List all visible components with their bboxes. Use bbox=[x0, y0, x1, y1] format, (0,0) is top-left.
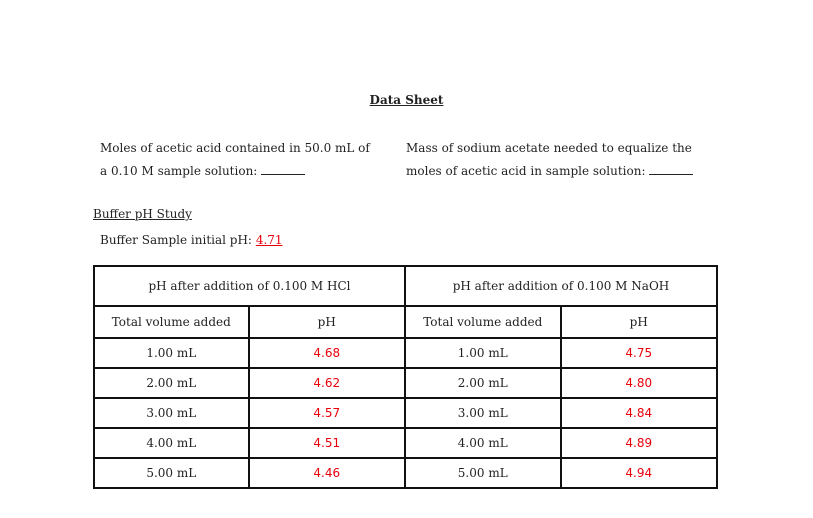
hcl-volume-cell: 4.00 mL bbox=[94, 428, 249, 458]
question-right-line1: Mass of sodium acetate needed to equalize the bbox=[406, 141, 692, 155]
initial-ph-line bbox=[100, 233, 283, 247]
question-moles-acetic-acid bbox=[100, 137, 370, 183]
question-right-line2: moles of acetic acid in sample solution: bbox=[406, 164, 646, 178]
hcl-ph-cell: 4.46 bbox=[249, 458, 405, 488]
naoh-ph-cell: 4.84 bbox=[561, 398, 717, 428]
table-group-header-row bbox=[94, 266, 717, 306]
naoh-ph-cell: 4.89 bbox=[561, 428, 717, 458]
naoh-volume-cell: 4.00 mL bbox=[405, 428, 561, 458]
question-right-line2-wrap bbox=[406, 160, 693, 183]
question-mass-sodium-acetate bbox=[406, 137, 693, 183]
table-row bbox=[94, 428, 717, 458]
hcl-volume-cell: 2.00 mL bbox=[94, 368, 249, 398]
naoh-ph-cell: 4.94 bbox=[561, 458, 717, 488]
hcl-ph-cell: 4.51 bbox=[249, 428, 405, 458]
naoh-volume-cell: 3.00 mL bbox=[405, 398, 561, 428]
hcl-ph-cell: 4.62 bbox=[249, 368, 405, 398]
hcl-ph-cell: 4.68 bbox=[249, 338, 405, 368]
table-row bbox=[94, 458, 717, 488]
hcl-group-header: pH after addition of 0.100 M HCl bbox=[94, 266, 405, 306]
table-row bbox=[94, 338, 717, 368]
hcl-volume-cell: 1.00 mL bbox=[94, 338, 249, 368]
question-left-line2: a 0.10 M sample solution: bbox=[100, 164, 258, 178]
naoh-ph-header: pH bbox=[561, 306, 717, 338]
naoh-group-header: pH after addition of 0.100 M NaOH bbox=[405, 266, 717, 306]
page-title: Data Sheet bbox=[369, 93, 444, 107]
hcl-volume-cell: 3.00 mL bbox=[94, 398, 249, 428]
hcl-volume-cell: 5.00 mL bbox=[94, 458, 249, 488]
initial-ph-value: 4.71 bbox=[255, 233, 283, 247]
table-row bbox=[94, 368, 717, 398]
hcl-ph-header: pH bbox=[249, 306, 405, 338]
answer-blank-moles[interactable] bbox=[261, 164, 305, 175]
buffer-ph-table bbox=[93, 265, 718, 489]
naoh-volume-cell: 2.00 mL bbox=[405, 368, 561, 398]
hcl-ph-cell: 4.57 bbox=[249, 398, 405, 428]
table-column-header-row bbox=[94, 306, 717, 338]
answer-blank-mass[interactable] bbox=[649, 164, 693, 175]
table-row bbox=[94, 398, 717, 428]
question-left-line2-wrap bbox=[100, 160, 370, 183]
naoh-volume-cell: 1.00 mL bbox=[405, 338, 561, 368]
question-left-line1: Moles of acetic acid contained in 50.0 mL of bbox=[100, 141, 370, 155]
hcl-volume-header: Total volume added bbox=[94, 306, 249, 338]
naoh-ph-cell: 4.80 bbox=[561, 368, 717, 398]
naoh-volume-header: Total volume added bbox=[405, 306, 561, 338]
buffer-study-heading: Buffer pH Study bbox=[93, 207, 192, 221]
naoh-volume-cell: 5.00 mL bbox=[405, 458, 561, 488]
initial-ph-label: Buffer Sample initial pH: bbox=[100, 233, 252, 247]
naoh-ph-cell: 4.75 bbox=[561, 338, 717, 368]
